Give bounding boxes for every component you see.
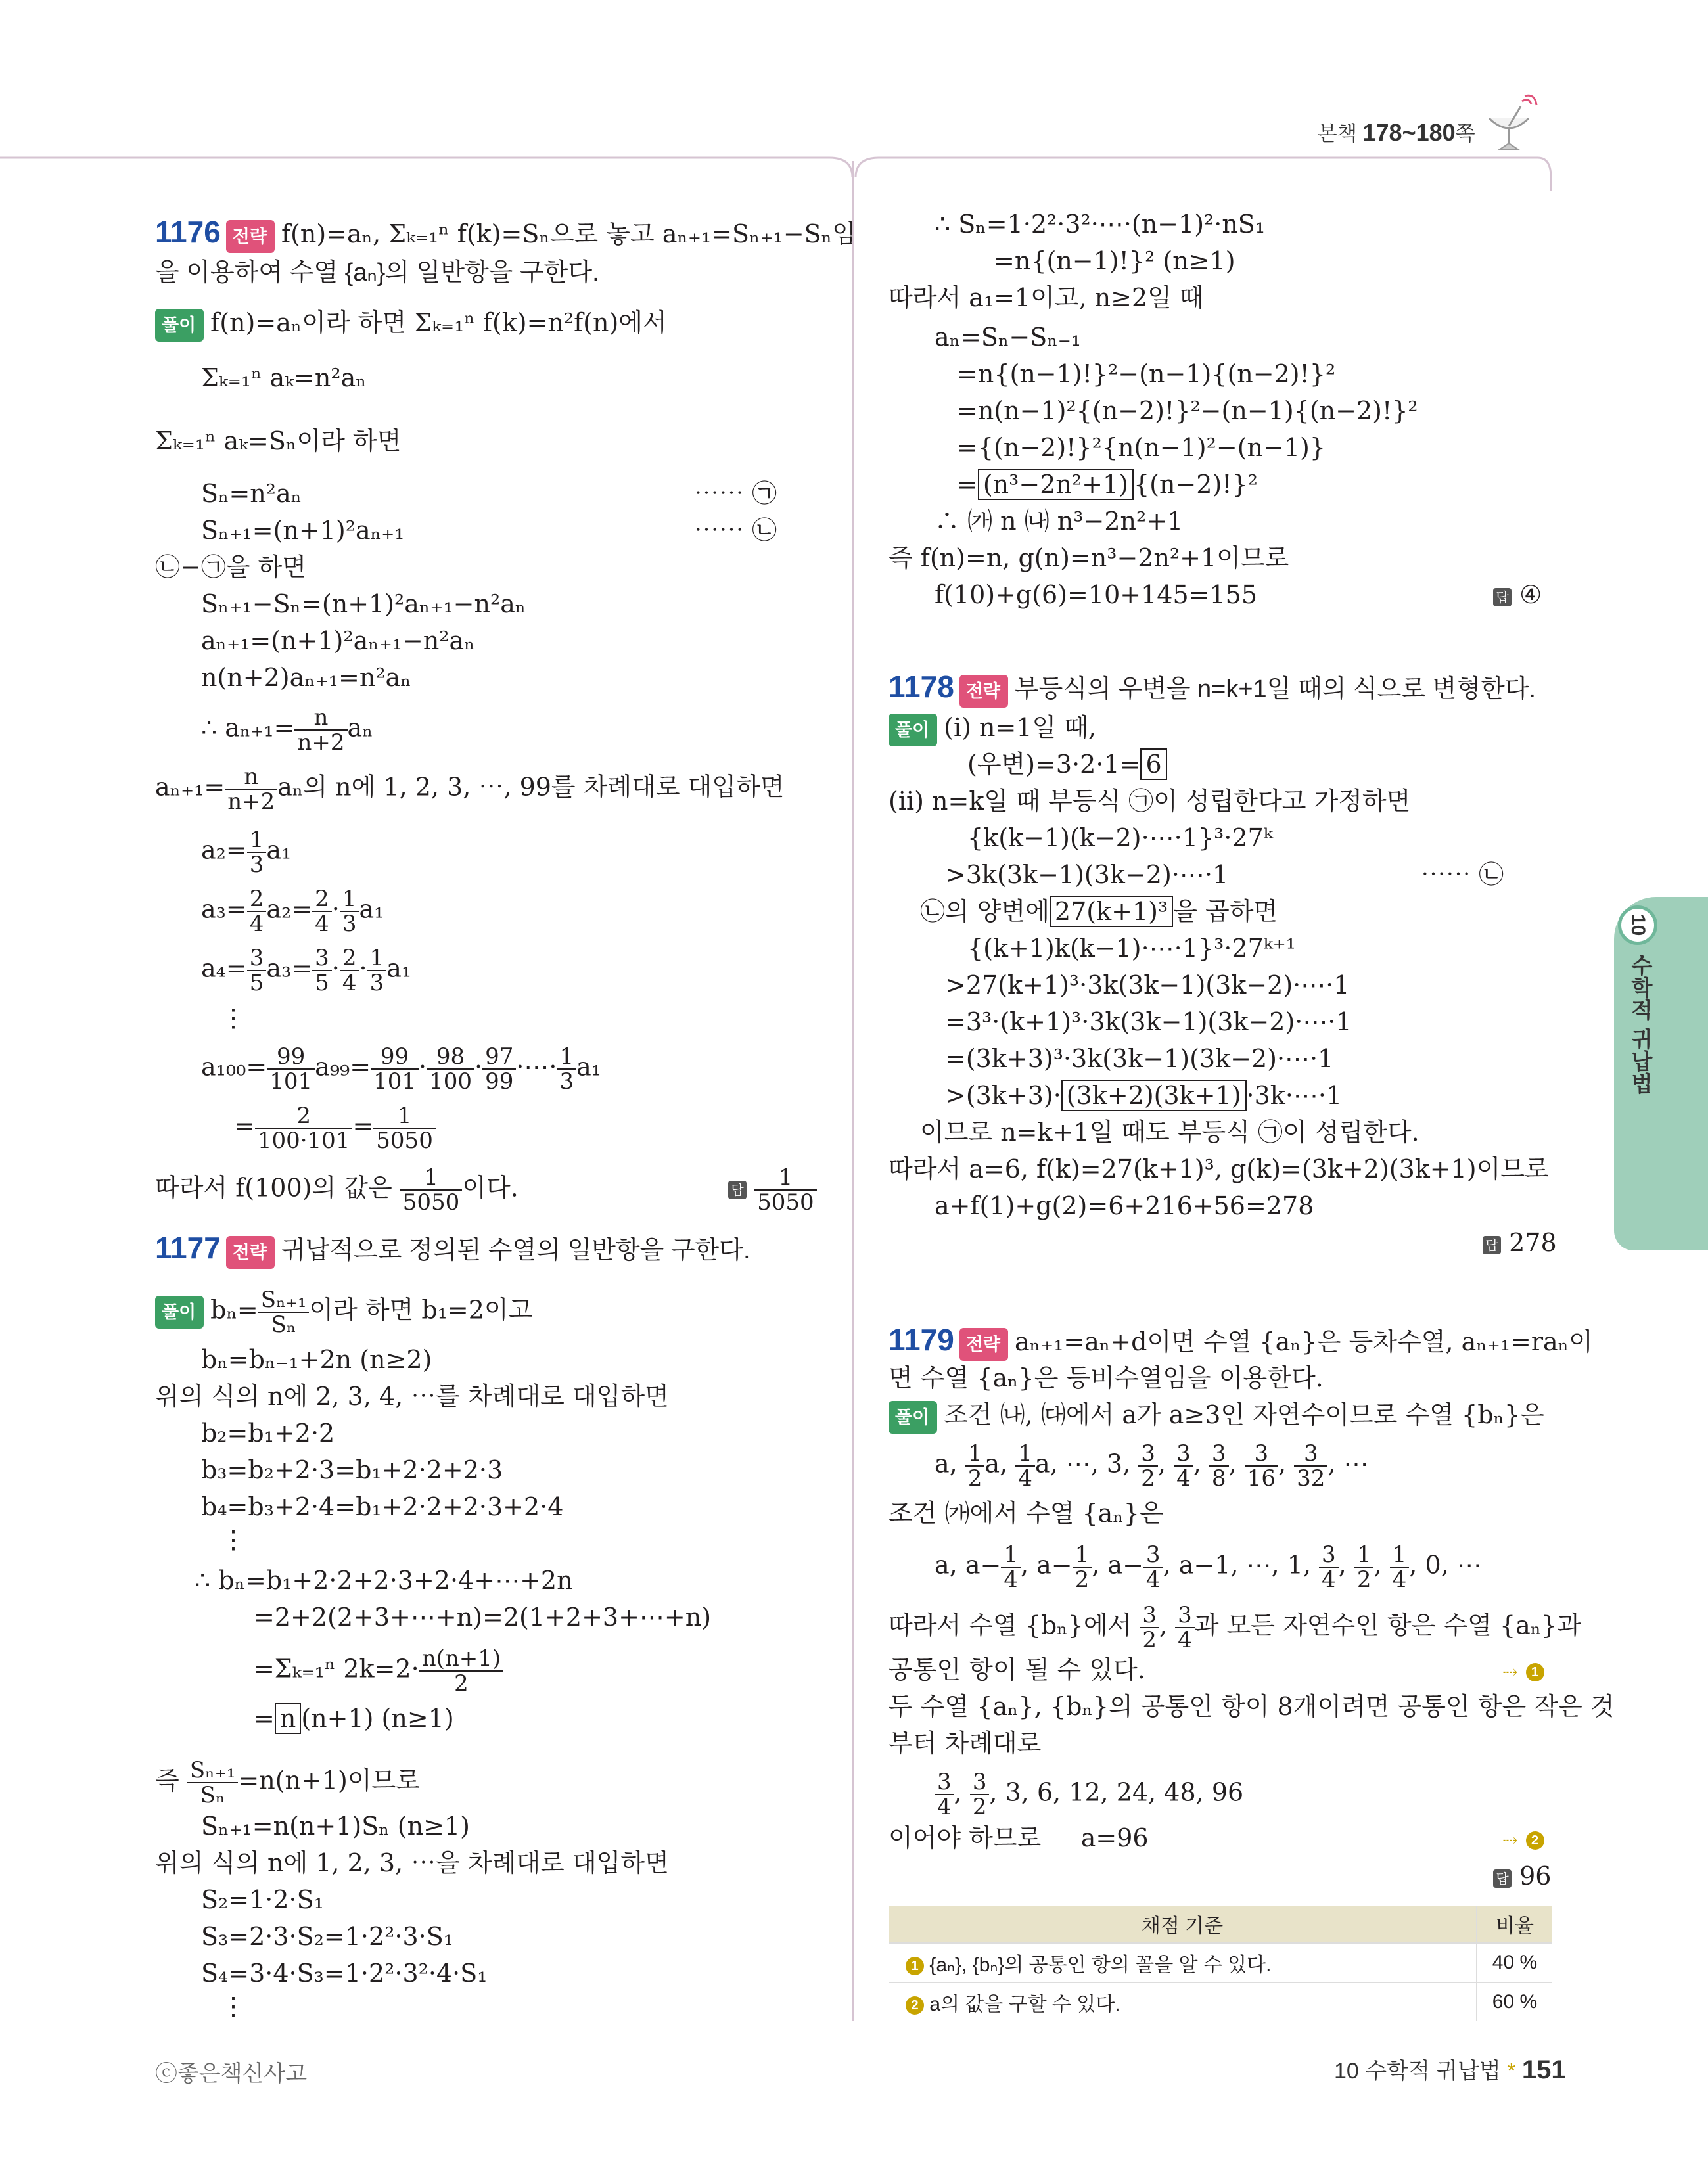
solution-tag: 풀이	[155, 1296, 204, 1329]
table-cell: 40 %	[1477, 1943, 1552, 1982]
solution-line: Σₖ₌₁ⁿ aₖ=n²aₙ	[201, 363, 367, 392]
blank-box: (3k+2)(3k+1)	[1061, 1080, 1247, 1111]
solution-line: 따라서 a₁=1이고, n≥2일 때	[889, 283, 1204, 312]
solution-line: 과 모든 자연수인 항은 수열 {aₙ}과	[1194, 1611, 1582, 1640]
solution-line: S₂=1·2·S₁	[201, 1885, 324, 1914]
step-marker: 2	[906, 1996, 924, 2015]
solution-line: , 3, 6, 12, 24, 48, 96	[989, 1777, 1244, 1807]
solution-line: ={(n−2)!}²{n(n−1)²−(n−1)}	[957, 433, 1326, 462]
strategy-tag: 전략	[226, 1236, 275, 1269]
blank-box: n	[275, 1703, 301, 1734]
scoring-table	[889, 1906, 1552, 2021]
solution-line: 조건 ㈏, ㈐에서 a가 a≥3인 자연수이므로 수열 {bₙ}은	[944, 1400, 1544, 1429]
strategy-text: 을 이용하여 수열 {aₙ}의 일반항을 구한다.	[155, 259, 599, 286]
answer-icon: 답	[728, 1181, 747, 1199]
strategy-text: 귀납적으로 정의된 수열의 일반항을 구한다.	[281, 1237, 750, 1264]
solution-line: =n(n+1)이므로	[238, 1766, 420, 1795]
solution-line: 즉	[155, 1766, 179, 1795]
strategy-tag: 전략	[959, 1328, 1008, 1361]
sequence-b: a, $\frac{1}{2}$ a, $\frac{1}{4}$ a, ⋯, 3, $\frac{3}{2}$ , $\frac{3}{4}$ , $\frac{3}{8}$ , $\frac{3}{16}$ , $\frac{3}{32}$ , ⋯	[935, 1440, 1369, 1492]
solution-line: 즉 f(n)=n, g(n)=n³−2n²+1이므로	[889, 543, 1289, 572]
solution-tag: 풀이	[155, 309, 204, 342]
answer: 답 $\frac{1}{5050}$	[728, 1166, 817, 1214]
sequence-a: a, a− $\frac{1}{4}$ , a− $\frac{1}{2}$ , a− $\frac{3}{4}$ , a−1, ⋯, 1, $\frac{3}{4}$ , $\frac{1}{2}$ , $\frac{1}{4}$ , 0, ⋯	[935, 1542, 1482, 1593]
solution-line: =2+2(2+3+⋯+n)=2(1+2+3+⋯+n)	[254, 1603, 712, 1632]
solution-line: 이어야 하므로	[889, 1823, 1042, 1852]
solution-line: (ii) n=k일 때 부등식 ㉠이 성립한다고 가정하면	[889, 787, 1411, 815]
solution-line: b₄=b₃+2·4=b₁+2·2+2·3+2·4	[201, 1492, 564, 1521]
blank-box: (n³−2n²+1)	[978, 469, 1134, 500]
solution-line: Sₙ=n²aₙ	[201, 479, 302, 508]
page-footer	[1334, 2053, 1566, 2085]
solution-line: >(3k+3)·	[945, 1081, 1061, 1110]
problem-number: 1179	[889, 1323, 954, 1357]
solution-line: 을 곱하면	[1173, 897, 1278, 926]
solution-line: S₄=3·4·S₃=1·2²·3²·4·S₁	[201, 1959, 488, 1988]
solution-line: 따라서 수열 {bₙ}에서	[889, 1611, 1132, 1640]
solution-line: =n{(n−1)!}²−(n−1){(n−2)!}²	[957, 359, 1336, 388]
problem-number: 1177	[155, 1231, 221, 1265]
solution-tag: 풀이	[889, 714, 937, 746]
solution-line: =3³·(k+1)³·3k(3k−1)(3k−2)·⋯·1	[945, 1007, 1352, 1036]
solution-line: a+f(1)+g(2)=6+216+56=278	[935, 1191, 1314, 1220]
textbook-page-reference: 본책 178~180쪽	[1318, 119, 1475, 146]
chapter-number: 10	[1618, 905, 1657, 945]
solution-line: >3k(3k−1)(3k−2)·⋯·1	[945, 860, 1229, 889]
strategy-text: 면 수열 {aₙ}은 등비수열임을 이용한다.	[889, 1363, 1324, 1392]
column-divider	[852, 161, 854, 2021]
solution-line: 두 수열 {aₙ}, {bₙ}의 공통인 항이 8개이려면 공통인 항은 작은 것	[889, 1692, 1615, 1721]
solution-line: b₃=b₂+2·3=b₁+2·2+2·3	[201, 1455, 503, 1484]
solution-line: f(10)+g(6)=10+145=155	[935, 580, 1257, 609]
equation-tag: ⋯⋯ ㉡	[694, 516, 777, 545]
solution-line: =n(n−1)²{(n−2)!}²−(n−1){(n−2)!}²	[957, 396, 1418, 425]
solution-line: f(n)=aₙ이라 하면 Σₖ₌₁ⁿ f(k)=n²f(n)에서	[210, 308, 667, 337]
solution-line: ㉡의 양변에	[920, 897, 1050, 926]
answer: 답 96	[1493, 1861, 1551, 1891]
answer: 답 278	[1483, 1227, 1557, 1258]
ellipsis: ⋮	[221, 1525, 246, 1554]
solution-line: =Σₖ₌₁ⁿ 2k=2·	[254, 1654, 419, 1683]
solution-line: 공통인 항이 될 수 있다.	[889, 1655, 1145, 1684]
step-marker: 1	[906, 1957, 924, 1975]
solution-line: 조건 ㈎에서 수열 {aₙ}은	[889, 1499, 1164, 1528]
table-cell: {aₙ}, {bₙ}의 공통인 항의 꼴을 알 수 있다.	[929, 1954, 1272, 1976]
ellipsis: ⋮	[221, 1003, 246, 1032]
solution-line: Σₖ₌₁ⁿ aₖ=Sₙ이라 하면	[155, 426, 402, 455]
solution-line: a=96	[1080, 1823, 1149, 1852]
problem-number: 1178	[889, 670, 954, 704]
solution-tag: 풀이	[889, 1401, 937, 1434]
solution-line: bₙ=	[210, 1295, 258, 1325]
equation-tag: ⋯⋯ ㉡	[1421, 860, 1504, 889]
solution-line: 이라 하면 b₁=2이고	[309, 1295, 533, 1325]
solution-line: 이다.	[462, 1173, 519, 1202]
solution-line: 부터 차례대로	[889, 1729, 1042, 1758]
satellite-dish-icon	[1483, 92, 1538, 152]
solution-line: n(n+2)aₙ₊₁=n²aₙ	[201, 663, 411, 692]
strategy-text: 부등식의 우변을 n=k+1일 때의 식으로 변형한다.	[1014, 675, 1536, 703]
strategy-tag: 전략	[959, 675, 1008, 708]
solution-line: =(3k+3)³·3k(3k−1)(3k−2)·⋯·1	[945, 1044, 1334, 1073]
table-row	[889, 1943, 1552, 1982]
blank-box: 27(k+1)³	[1050, 896, 1173, 927]
solution-line: bₙ=bₙ₋₁+2n (n≥2)	[201, 1345, 432, 1374]
solution-line: ∴ Sₙ=1·2²·3²·⋯·(n−1)²·nS₁	[935, 210, 1266, 239]
fraction: $\frac{n}{n+2}$	[294, 706, 347, 754]
ellipsis: ⋮	[221, 1992, 246, 2021]
strategy-text: f(n)=aₙ, Σₖ₌₁ⁿ f(k)=Sₙ으로 놓고 aₙ₊₁=Sₙ₊₁−Sₙ임	[281, 219, 856, 248]
page-number: 151	[1521, 2055, 1566, 2084]
solution-line: ·3k·⋯·1	[1246, 1081, 1343, 1110]
solution-line: aₙ=Sₙ−Sₙ₋₁	[935, 323, 1082, 352]
answer-icon: 답	[1493, 588, 1512, 606]
solution-line: 위의 식의 n에 1, 2, 3, ⋯을 차례대로 대입하면	[155, 1848, 669, 1877]
step-marker: ⇢ 1	[1502, 1655, 1544, 1687]
solution-line: {(k+1)k(k−1)·⋯·1}³·27ᵏ⁺¹	[967, 934, 1296, 963]
solution-line: Sₙ₊₁=n(n+1)Sₙ (n≥1)	[201, 1812, 470, 1841]
solution-line: S₃=2·3·S₂=1·2²·3·S₁	[201, 1922, 453, 1951]
solution-line: a₂=	[201, 835, 247, 865]
publisher-credit: ⓒ좋은책신사고	[155, 2061, 308, 2086]
problem-number: 1176	[155, 215, 221, 249]
equation-tag: ⋯⋯ ㉠	[694, 479, 777, 508]
solution-line: (n+1) (n≥1)	[301, 1704, 454, 1733]
solution-line: =	[254, 1704, 275, 1733]
solution-line: 이므로 n=k+1일 때도 부등식 ㉠이 성립한다.	[920, 1118, 1419, 1147]
footer-chapter: 10 수학적 귀납법	[1334, 2059, 1501, 2084]
chapter-title: 수학적 귀납법	[1628, 954, 1653, 1095]
answer-icon: 답	[1483, 1236, 1501, 1254]
footer-separator: *	[1507, 2059, 1516, 2084]
strategy-text: aₙ₊₁=aₙ+d이면 수열 {aₙ}은 등차수열, aₙ₊₁=raₙ이	[1014, 1327, 1593, 1356]
answer-icon: 답	[1493, 1869, 1512, 1888]
solution-line: {k(k−1)(k−2)·⋯·1}³·27ᵏ	[967, 823, 1273, 852]
solution-line: (i) n=1일 때,	[944, 713, 1097, 742]
solution-line: 위의 식의 n에 2, 3, 4, ⋯를 차례대로 대입하면	[155, 1382, 669, 1411]
fraction: $\frac{n}{n+2}$	[225, 765, 277, 813]
solution-line: =	[957, 470, 978, 499]
strategy-tag: 전략	[226, 220, 275, 253]
solution-line: ∴ bₙ=b₁+2·2+2·3+2·4+⋯+2n	[195, 1566, 573, 1595]
table-cell: a의 값을 구할 수 있다.	[929, 1994, 1120, 2015]
solution-line: ∴ aₙ₊₁=	[201, 713, 295, 743]
solution-line: >27(k+1)³·3k(3k−1)(3k−2)·⋯·1	[945, 971, 1350, 999]
solution-line: Sₙ₊₁=(n+1)²aₙ₊₁	[201, 516, 405, 545]
solution-line: a₃=	[201, 894, 247, 924]
solution-line: b₂=b₁+2·2	[201, 1419, 335, 1448]
solution-line: aₙ₊₁=(n+1)²aₙ₊₁−n²aₙ	[201, 626, 475, 655]
solution-line: (우변)=3·2·1=	[967, 750, 1141, 779]
solution-line: =n{(n−1)!}² (n≥1)	[994, 246, 1235, 275]
solution-line: {(n−2)!}²	[1133, 470, 1258, 499]
solution-line: ㉡−㉠을 하면	[155, 553, 307, 582]
solution-line: aₙ₊₁=	[155, 772, 225, 802]
table-cell: 60 %	[1477, 1982, 1552, 2021]
blank-box: 6	[1140, 748, 1166, 780]
solution-line: Sₙ₊₁−Sₙ=(n+1)²aₙ₊₁−n²aₙ	[201, 589, 526, 618]
table-header: 비율	[1477, 1906, 1552, 1943]
step-marker: ⇢ 2	[1502, 1823, 1544, 1856]
table-header: 채점 기준	[889, 1906, 1477, 1943]
answer: 답 ④	[1493, 580, 1542, 610]
solution-line: a₁₀₀=	[201, 1052, 267, 1082]
header-frame-line	[0, 138, 1558, 210]
solution-line: ∴ ㈎ n ㈏ n³−2n²+1	[935, 507, 1184, 536]
solution-line: aₙ의 n에 1, 2, 3, ⋯, 99를 차례대로 대입하면	[277, 772, 785, 802]
solution-line: 따라서 f(100)의 값은	[155, 1173, 392, 1202]
solution-line: =	[234, 1111, 255, 1141]
solution-line: a₄=	[201, 953, 247, 983]
table-row	[889, 1982, 1552, 2021]
solution-line: 따라서 a=6, f(k)=27(k+1)³, g(k)=(3k+2)(3k+1)이므로	[889, 1155, 1549, 1183]
